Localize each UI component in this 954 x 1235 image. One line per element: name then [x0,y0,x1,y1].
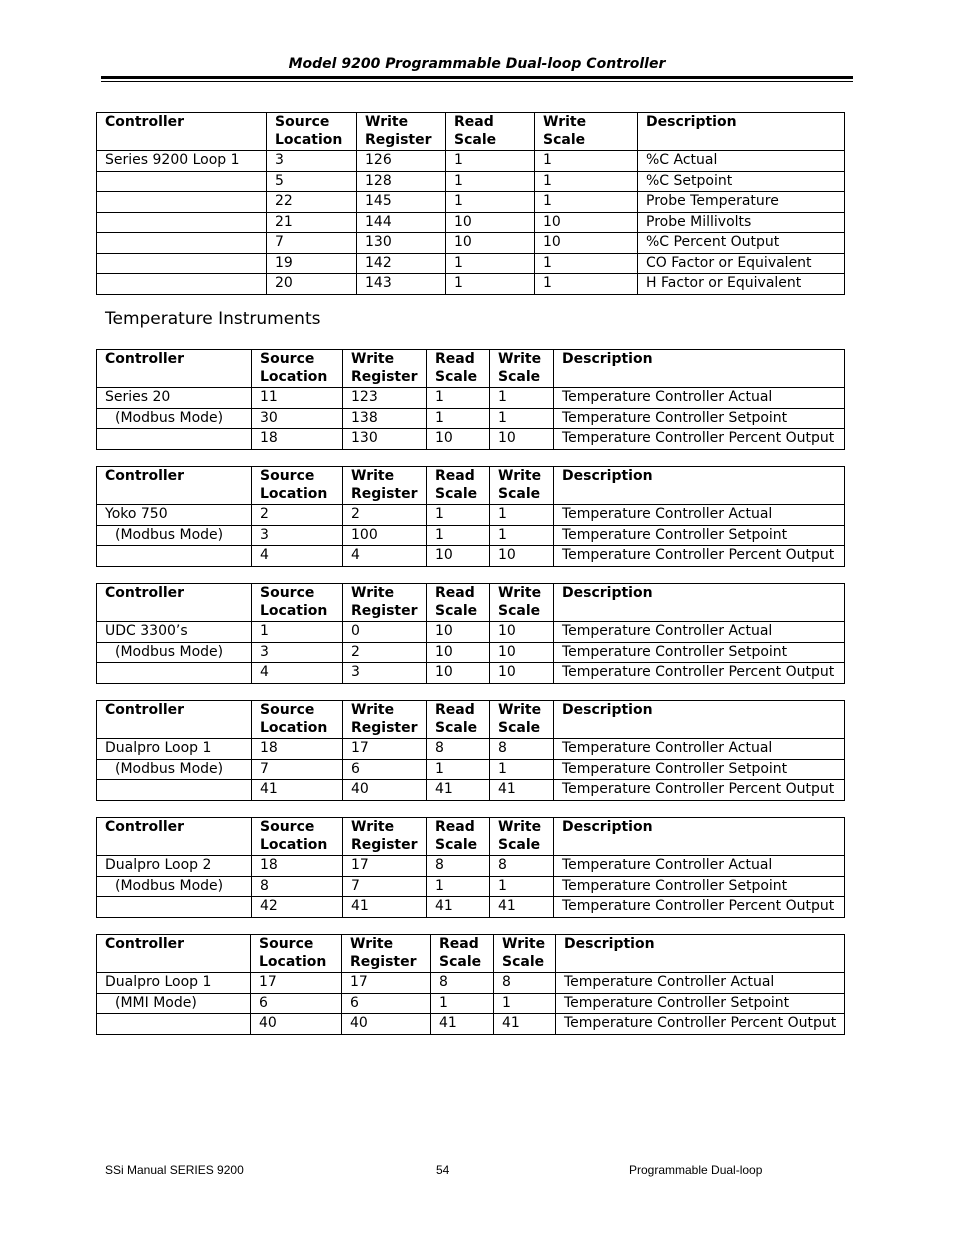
cell: Dualpro Loop 1 [97,973,251,994]
table-row [97,780,845,801]
cell: 7 [343,876,427,897]
table-row [97,739,845,760]
cell: 2 [343,505,427,526]
cell: 40 [251,1014,342,1035]
cell: Series 9200 Loop 1 [97,151,267,172]
table-row [97,993,845,1014]
cell: 10 [427,546,490,567]
cell: Temperature Controller Percent Output [556,1014,845,1035]
cell: Temperature Controller Percent Output [554,429,845,450]
cell: 18 [252,739,343,760]
cell: 10 [427,663,490,684]
cell: 10 [446,233,535,254]
register-table-udc-3300 [96,583,845,684]
cell [97,780,252,801]
section-title: Temperature Instruments [105,309,321,329]
cell: 10 [427,642,490,663]
header-cell: Write Register [343,701,427,739]
cell: 17 [251,973,342,994]
header-cell: Read Scale [427,584,490,622]
cell: 30 [252,408,343,429]
cell [97,546,252,567]
cell: 6 [251,993,342,1014]
register-table-yoko-750 [96,466,845,567]
cell: 41 [252,780,343,801]
cell: 142 [357,253,446,274]
table-header-row [97,113,845,151]
table-header-row [97,701,845,739]
cell: 41 [427,897,490,918]
cell: 22 [267,192,357,213]
table-row [97,525,845,546]
header-cell: Controller [97,584,252,622]
header-cell: Description [554,701,845,739]
cell: 10 [490,546,554,567]
cell: 4 [343,546,427,567]
cell: 1 [427,876,490,897]
cell: Temperature Controller Setpoint [554,642,845,663]
cell: 128 [357,171,446,192]
cell: 1 [431,993,494,1014]
cell: 3 [252,525,343,546]
cell: (Modbus Mode) [97,759,252,780]
cell: 1 [490,505,554,526]
table-row [97,171,845,192]
cell: 4 [252,546,343,567]
table-header-row [97,467,845,505]
cell: 1 [427,759,490,780]
header-cell: Source Location [252,584,343,622]
cell: Yoko 750 [97,505,252,526]
header-cell: Controller [97,113,267,151]
cell: 10 [427,622,490,643]
table-row [97,876,845,897]
table-row [97,274,845,295]
header-cell: Description [638,113,845,151]
table-row [97,388,845,409]
cell: 20 [267,274,357,295]
table-row [97,897,845,918]
cell: Dualpro Loop 2 [97,856,252,877]
table-row [97,759,845,780]
cell: 123 [343,388,427,409]
cell: 17 [342,973,431,994]
header-rule-thick [101,76,853,79]
cell: (Modbus Mode) [97,642,252,663]
cell: (MMI Mode) [97,993,251,1014]
cell: 8 [494,973,556,994]
cell: 126 [357,151,446,172]
cell: Dualpro Loop 1 [97,739,252,760]
cell: 1 [427,408,490,429]
header-cell: Controller [97,701,252,739]
footer-right: Programmable Dual-loop [629,1163,763,1177]
cell: 5 [267,171,357,192]
register-table-series-20 [96,349,845,450]
cell: 41 [490,897,554,918]
cell: 130 [357,233,446,254]
cell: 0 [343,622,427,643]
cell: 10 [427,429,490,450]
cell: 41 [427,780,490,801]
header-cell: Write Register [342,935,431,973]
cell: 3 [252,642,343,663]
cell [97,192,267,213]
footer-left: SSi Manual SERIES 9200 [105,1163,244,1177]
header-cell: Write Scale [490,467,554,505]
cell: H Factor or Equivalent [638,274,845,295]
header-cell: Source Location [251,935,342,973]
header-cell: Source Location [252,818,343,856]
cell: Temperature Controller Percent Output [554,546,845,567]
cell: 41 [431,1014,494,1035]
cell: 8 [427,856,490,877]
page-number: 54 [436,1163,450,1177]
header-cell: Source Location [267,113,357,151]
header-cell: Description [554,467,845,505]
cell: 11 [252,388,343,409]
header-cell: Read Scale [431,935,494,973]
cell: Probe Temperature [638,192,845,213]
cell: %C Setpoint [638,171,845,192]
cell: 1 [535,171,638,192]
cell: 8 [431,973,494,994]
cell [97,429,252,450]
header-cell: Description [556,935,845,973]
cell: 4 [252,663,343,684]
table-row [97,973,845,994]
header-cell: Write Register [343,818,427,856]
header-cell: Write Scale [490,701,554,739]
header-cell: Write Register [357,113,446,151]
cell: Temperature Controller Setpoint [556,993,845,1014]
header-cell: Source Location [252,350,343,388]
cell: 3 [343,663,427,684]
table-row [97,856,845,877]
cell [97,233,267,254]
cell: 40 [342,1014,431,1035]
cell: 10 [446,212,535,233]
cell: 10 [535,212,638,233]
cell: Temperature Controller Actual [554,622,845,643]
cell: 7 [267,233,357,254]
cell: 8 [252,876,343,897]
header-cell: Write Register [343,350,427,388]
cell: Series 20 [97,388,252,409]
header-cell: Source Location [252,467,343,505]
header-cell: Read Scale [446,113,535,151]
cell: 2 [252,505,343,526]
table-row [97,505,845,526]
header-cell: Description [554,350,845,388]
cell: 41 [494,1014,556,1035]
cell [97,1014,251,1035]
table-row [97,1014,845,1035]
table-row [97,151,845,172]
cell: 1 [252,622,343,643]
cell: 138 [343,408,427,429]
table-row [97,192,845,213]
cell: %C Actual [638,151,845,172]
table-row [97,622,845,643]
header-cell: Read Scale [427,701,490,739]
cell: 6 [343,759,427,780]
cell: 10 [490,622,554,643]
register-table-dualpro-loop-2-modbus [96,817,845,918]
table-row [97,233,845,254]
cell: 21 [267,212,357,233]
cell: (Modbus Mode) [97,408,252,429]
cell: Temperature Controller Actual [556,973,845,994]
cell: Temperature Controller Setpoint [554,525,845,546]
table-row [97,429,845,450]
cell: Temperature Controller Setpoint [554,759,845,780]
header-cell: Write Register [343,584,427,622]
table-row [97,212,845,233]
table-header-row [97,584,845,622]
cell [97,171,267,192]
header-cell: Read Scale [427,350,490,388]
cell [97,663,252,684]
cell: 145 [357,192,446,213]
header-cell: Controller [97,350,252,388]
header-cell: Controller [97,467,252,505]
cell: Temperature Controller Setpoint [554,876,845,897]
table-header-row [97,350,845,388]
cell: 1 [446,171,535,192]
cell: Temperature Controller Percent Output [554,897,845,918]
cell: 8 [427,739,490,760]
register-table-dualpro-loop-1-modbus [96,700,845,801]
cell: 1 [427,525,490,546]
header-cell: Write Scale [535,113,638,151]
table-row [97,408,845,429]
cell: 1 [535,192,638,213]
cell: 1 [490,408,554,429]
cell: 42 [252,897,343,918]
cell: 2 [343,642,427,663]
header-cell: Description [554,818,845,856]
cell: 1 [446,192,535,213]
cell: CO Factor or Equivalent [638,253,845,274]
table-row [97,663,845,684]
page-header-title: Model 9200 Programmable Dual-loop Controller [288,56,666,72]
cell: (Modbus Mode) [97,525,252,546]
cell: Temperature Controller Actual [554,739,845,760]
header-cell: Write Scale [490,818,554,856]
cell: 10 [535,233,638,254]
header-cell: Write Scale [490,584,554,622]
cell: 1 [490,525,554,546]
cell: 1 [494,993,556,1014]
header-cell: Write Scale [494,935,556,973]
cell: 19 [267,253,357,274]
header-cell: Read Scale [427,818,490,856]
header-cell: Controller [97,818,252,856]
cell: 10 [490,429,554,450]
cell: 143 [357,274,446,295]
cell: Temperature Controller Actual [554,505,845,526]
register-table-dualpro-loop-1-mmi [96,934,845,1035]
cell: 1 [490,876,554,897]
cell: Temperature Controller Percent Output [554,780,845,801]
cell: Temperature Controller Actual [554,388,845,409]
cell: 18 [252,856,343,877]
cell: 1 [446,151,535,172]
cell: 1 [446,274,535,295]
cell [97,253,267,274]
cell: 41 [490,780,554,801]
cell: 1 [427,388,490,409]
cell: 1 [446,253,535,274]
header-cell: Source Location [252,701,343,739]
header-cell: Write Scale [490,350,554,388]
cell [97,274,267,295]
table-header-row [97,935,845,973]
cell: 144 [357,212,446,233]
cell: 41 [343,897,427,918]
table-row [97,642,845,663]
cell: 8 [490,739,554,760]
cell: Probe Millivolts [638,212,845,233]
cell: 17 [343,856,427,877]
register-table-series-9200 [96,112,845,295]
cell: 1 [535,253,638,274]
cell [97,212,267,233]
cell: 8 [490,856,554,877]
cell: %C Percent Output [638,233,845,254]
cell: 17 [343,739,427,760]
cell: 1 [427,505,490,526]
table-header-row [97,818,845,856]
cell: 10 [490,642,554,663]
cell: 130 [343,429,427,450]
cell: 7 [252,759,343,780]
cell: Temperature Controller Setpoint [554,408,845,429]
cell: UDC 3300’s [97,622,252,643]
cell: Temperature Controller Actual [554,856,845,877]
cell: 18 [252,429,343,450]
cell: 100 [343,525,427,546]
cell: 1 [490,388,554,409]
table-row [97,546,845,567]
header-cell: Write Register [343,467,427,505]
header-cell: Description [554,584,845,622]
cell: 1 [535,274,638,295]
header-cell: Controller [97,935,251,973]
cell: 1 [490,759,554,780]
cell [97,897,252,918]
cell: 40 [343,780,427,801]
cell: 3 [267,151,357,172]
header-rule-thin [101,81,853,82]
cell: Temperature Controller Percent Output [554,663,845,684]
header-cell: Read Scale [427,467,490,505]
cell: 10 [490,663,554,684]
cell: (Modbus Mode) [97,876,252,897]
cell: 1 [535,151,638,172]
cell: 6 [342,993,431,1014]
table-row [97,253,845,274]
